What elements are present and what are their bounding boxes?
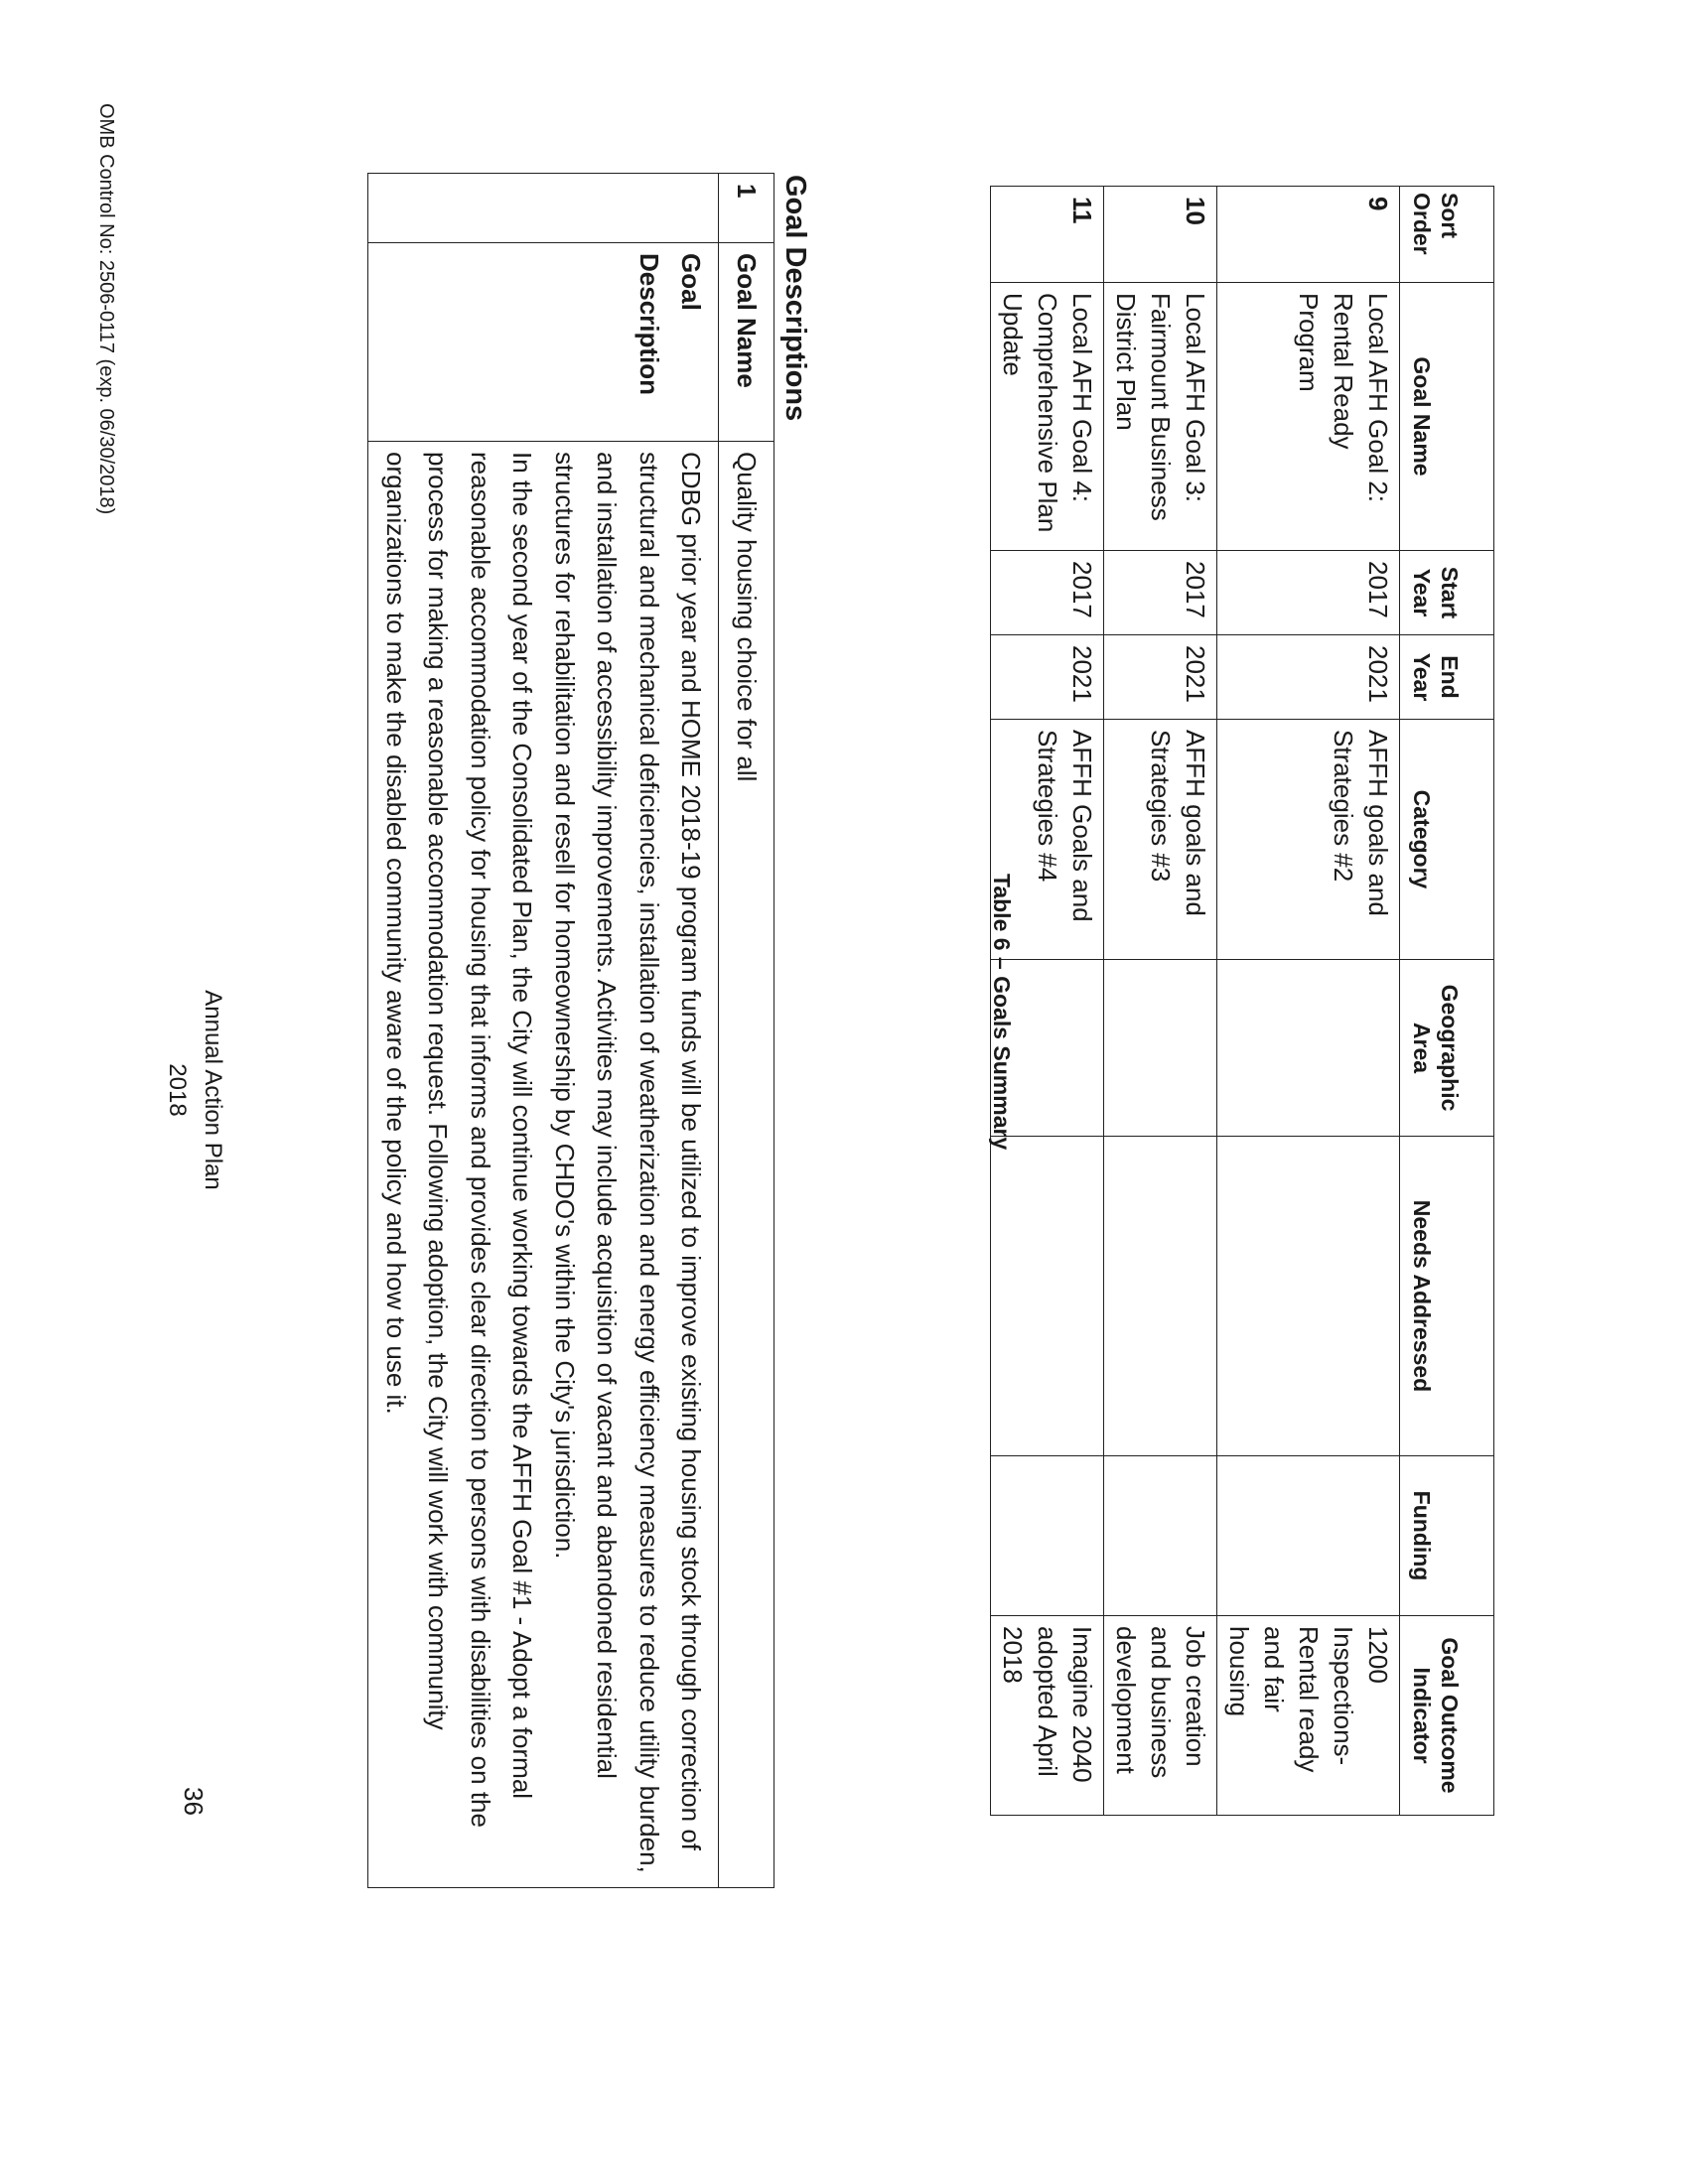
start-year-cell: 2017 [1217, 551, 1400, 635]
plan-year: 2018 [164, 1063, 191, 1117]
goal-name-cell: Local AFH Goal 4: Comprehensive Plan Update [991, 283, 1104, 551]
sort-order-cell: 10 [1104, 187, 1217, 283]
table-header-row [1400, 187, 1494, 1816]
category-cell: AFFH goals and Strategies #2 [1217, 720, 1400, 960]
header-goal-outcome-indicator: Goal Outcome Indicator [1400, 1616, 1494, 1816]
goals-summary-table [990, 186, 1494, 1816]
start-year-cell: 2017 [1104, 551, 1217, 635]
goal-outcome-cell: 1200 Inspections-Rental ready and fair housing [1217, 1616, 1400, 1816]
table-row [1104, 187, 1217, 1816]
goal-description-value [368, 442, 719, 1888]
goal-outcome-cell: Job creation and business development [1104, 1616, 1217, 1816]
header-funding: Funding [1400, 1456, 1494, 1616]
funding-cell [991, 1456, 1104, 1616]
goal-outcome-cell: Imagine 2040 adopted April 2018 [991, 1616, 1104, 1816]
header-start-year: Start Year [1400, 551, 1494, 635]
omb-control-number: OMB Control No: 2506-0117 (exp. 06/30/2018) [95, 103, 117, 515]
goal-name-value: Quality housing choice for all [719, 442, 774, 1888]
plan-title: Annual Action Plan [200, 990, 226, 1190]
end-year-cell: 2021 [1104, 635, 1217, 720]
goal-descriptions-table [368, 173, 775, 1888]
start-year-cell: 2017 [991, 551, 1104, 635]
goal-description-label: Goal Description [368, 243, 719, 442]
geographic-area-cell [1217, 960, 1400, 1137]
funding-cell [1217, 1456, 1400, 1616]
page-number: 36 [179, 1787, 209, 1816]
goal-name-label: Goal Name [719, 243, 774, 442]
header-sort-order: Sort Order [1400, 187, 1494, 283]
header-goal-name: Goal Name [1400, 283, 1494, 551]
goal-name-cell: Local AFH Goal 3: Fairmount Business District Plan [1104, 283, 1217, 551]
geographic-area-cell [1104, 960, 1217, 1137]
goal-number: 1 [719, 174, 774, 243]
goal-name-row [719, 174, 774, 1888]
section-title: Goal Descriptions [779, 175, 811, 422]
needs-addressed-cell [1217, 1137, 1400, 1456]
funding-cell [1104, 1456, 1217, 1616]
header-end-year: End Year [1400, 635, 1494, 720]
goal-description-paragraph: In the second year of the Consolidated Plan, the City will continue working towards the AFFH Goal #1 - Adopt a formal reasonable accommodation policy for housing that informs and provides clear direction to persons with disabilities on the process for making a reasonable accommodation request. Following adoption, the City will work with community organizations to make the disabled community aware of the policy and how to use it. [381, 452, 538, 1828]
header-geographic-area: Geographic Area [1400, 960, 1494, 1137]
table-caption: Table 6 – Goals Summary [989, 874, 1015, 1151]
sort-order-cell: 11 [991, 187, 1104, 283]
header-category: Category [1400, 720, 1494, 960]
empty-cell [368, 174, 719, 243]
category-cell: AFFH goals and Strategies #3 [1104, 720, 1217, 960]
needs-addressed-cell [1104, 1137, 1217, 1456]
footer-plan-title [159, 941, 230, 1239]
goal-name-cell: Local AFH Goal 2: Rental Ready Program [1217, 283, 1400, 551]
table-row [1217, 187, 1400, 1816]
end-year-cell: 2021 [991, 635, 1104, 720]
category-cell: AFFH Goals and Strategies #4 [991, 720, 1104, 960]
header-needs-addressed: Needs Addressed [1400, 1137, 1494, 1456]
sort-order-cell: 9 [1217, 187, 1400, 283]
goal-description-paragraph: CDBG prior year and HOME 2018-19 program funds will be utilized to improve existing housing stock through correction of structural and mechanical deficiencies, installation of weatherization and energy efficiency measures to reduce utility burden, and installation of accessibility improvements. Activities may include acquisition of vacant and abandoned residential structures for rehabilitation and resell for homeownership by CHDO's within the City's jurisdiction. [550, 452, 707, 1873]
end-year-cell: 2021 [1217, 635, 1400, 720]
goal-description-row [368, 174, 719, 1888]
needs-addressed-cell [991, 1137, 1104, 1456]
